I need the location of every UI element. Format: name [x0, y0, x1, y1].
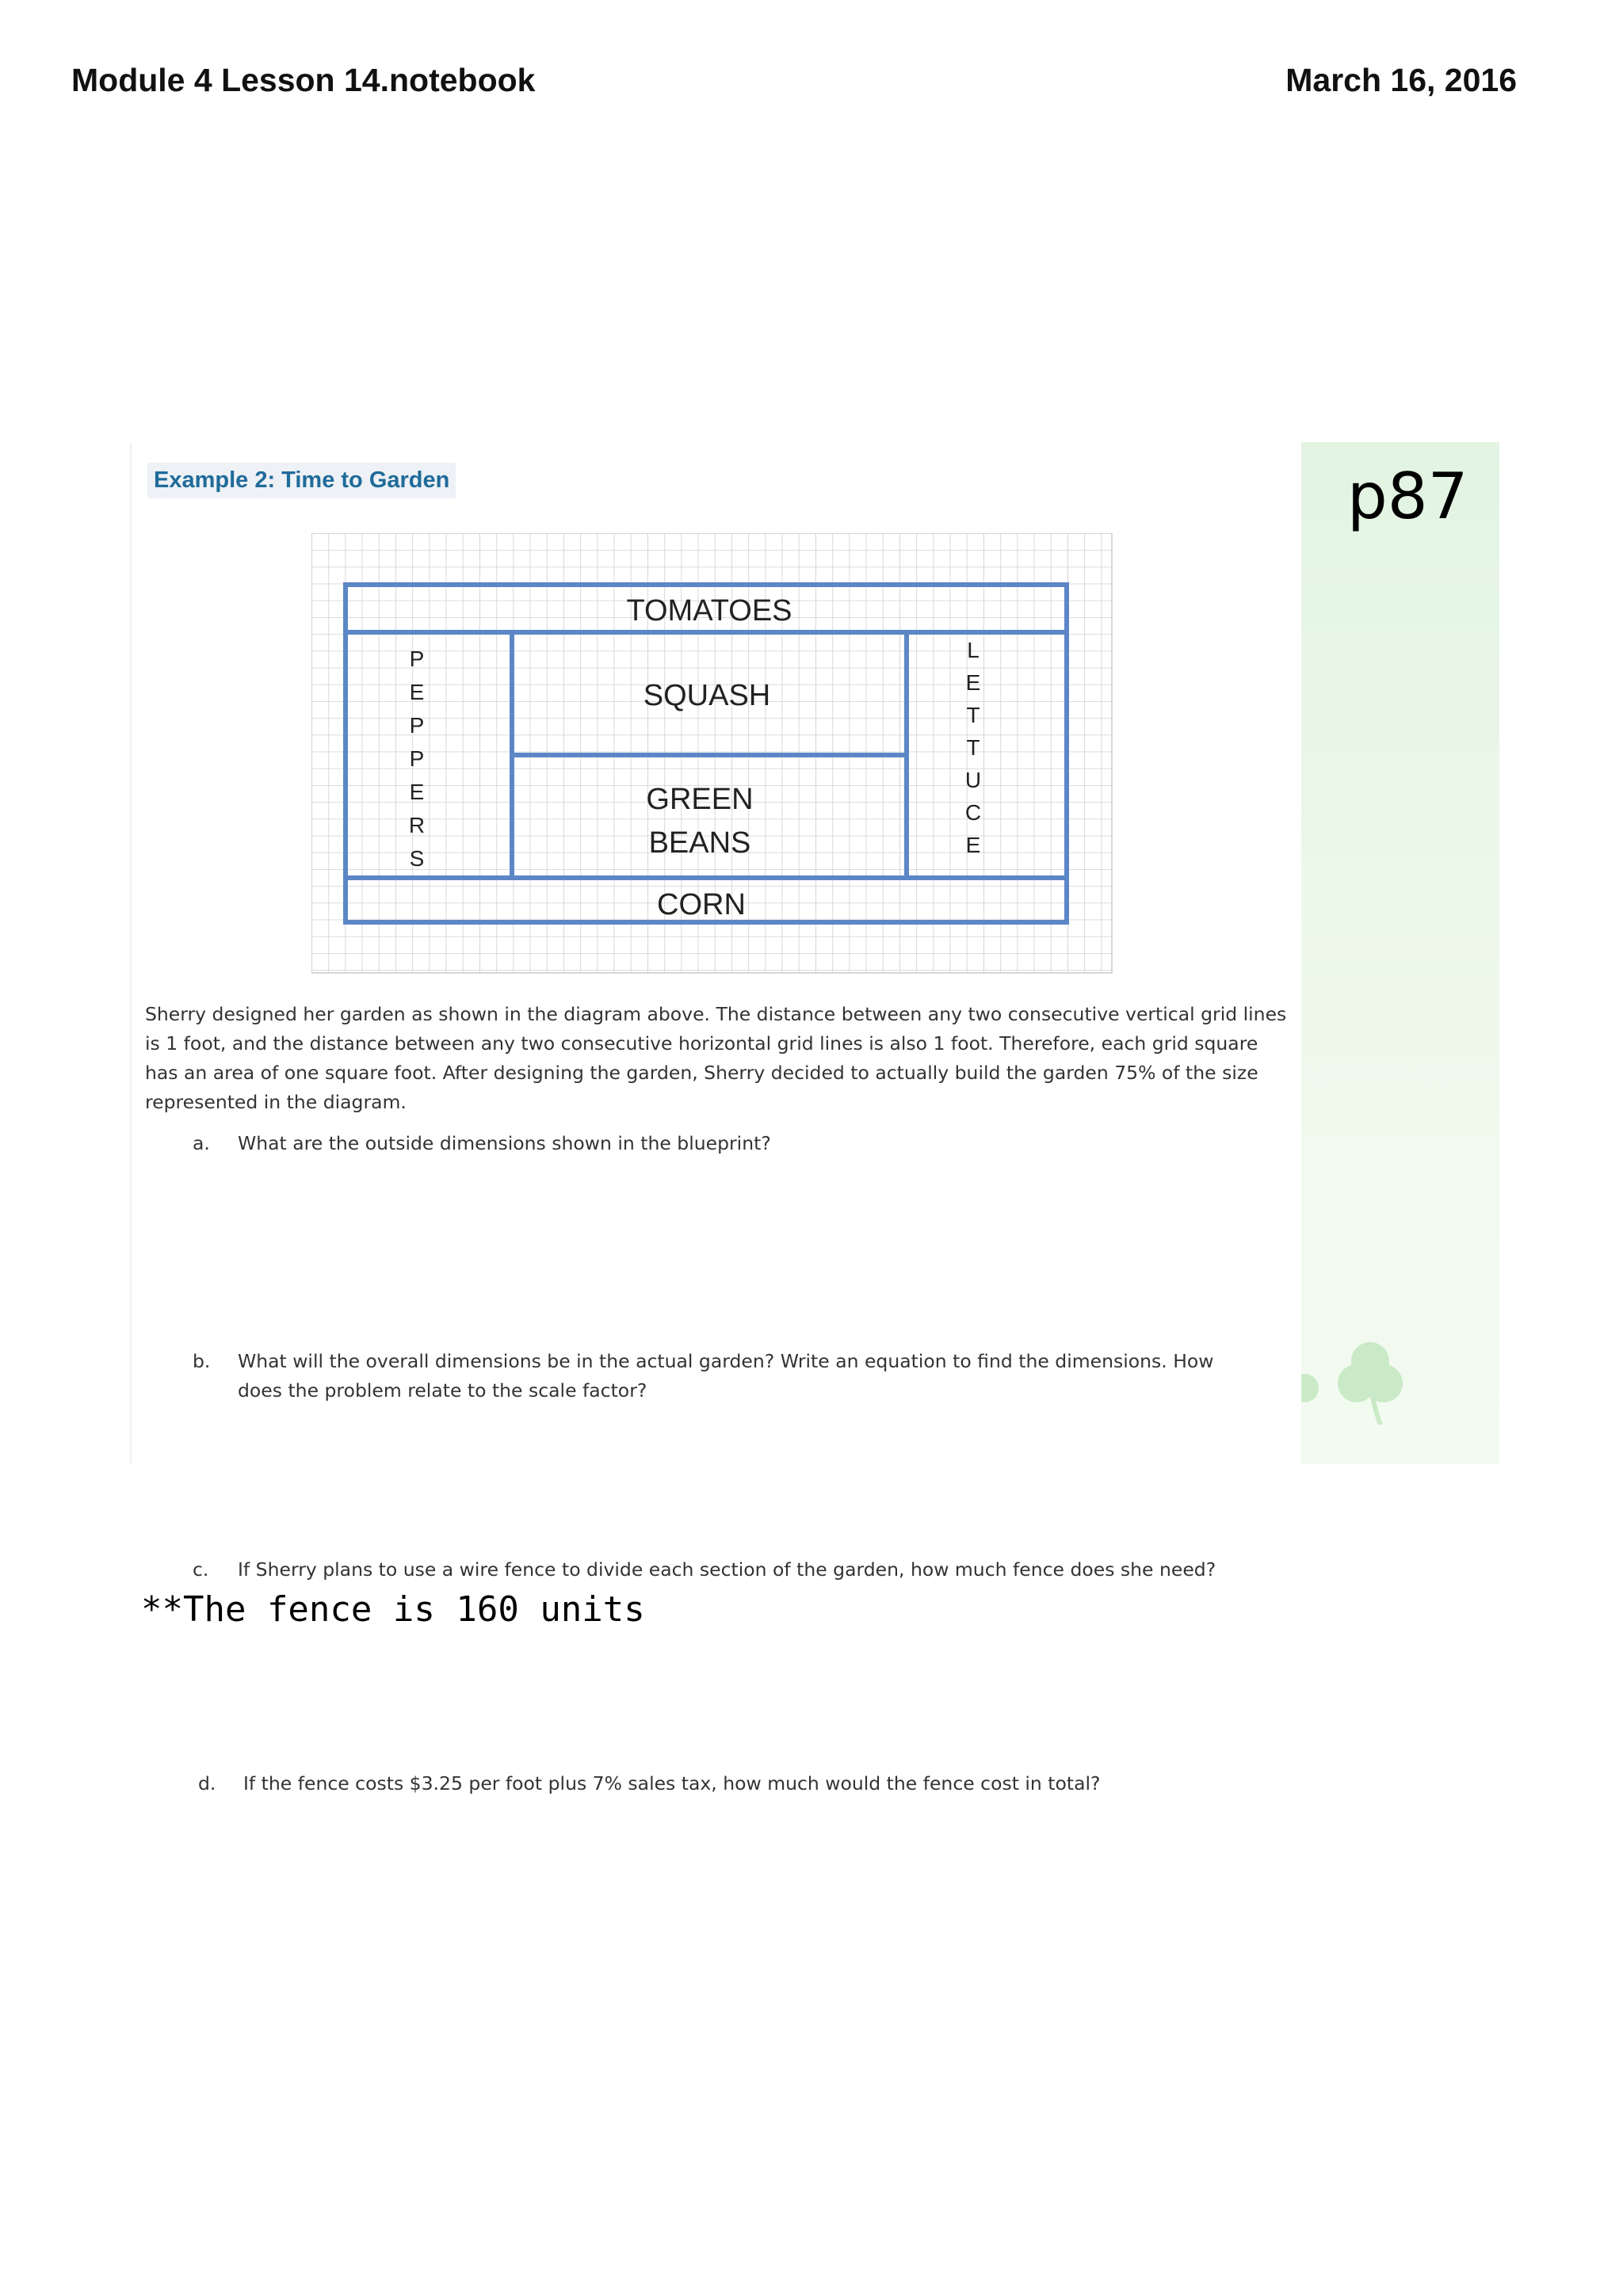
question-label: a.: [193, 1132, 210, 1154]
lettuce-letter: T: [966, 735, 980, 760]
question-label: b.: [193, 1350, 211, 1372]
lettuce-letter: C: [964, 800, 982, 825]
document-date: March 16, 2016: [1285, 62, 1517, 98]
question-text: If Sherry plans to use a wire fence to divide each section of the garden, how much fence does she need?: [238, 1558, 1216, 1581]
garden-diagram: [311, 533, 1120, 981]
peppers-letter: R: [408, 813, 426, 837]
lettuce-letter: E: [965, 670, 981, 695]
squash-label: SQUASH: [643, 679, 771, 712]
page-number: p87: [1347, 460, 1468, 533]
lettuce-letter: L: [967, 638, 980, 662]
lettuce-letter: E: [965, 833, 981, 857]
green-label: GREEN: [646, 783, 754, 816]
shamrock-sidebar: [1301, 442, 1499, 1464]
question-label: d.: [198, 1772, 216, 1794]
example-label: Example 2: Time to Garden: [147, 463, 456, 498]
question-label: c.: [193, 1558, 209, 1581]
question-text: What will the overall dimensions be in the actual garden? Write an equation to find the dimensions. How does the problem relate to the scale factor?: [238, 1350, 1214, 1402]
peppers-letter: E: [409, 780, 425, 804]
problem-paragraph: Sherry designed her garden as shown in the diagram above. The distance between any two consecutive vertical grid lines is 1 foot, and the distance between any two consecutive horizontal grid lines is also 1 foot. Therefore, each grid square has an area of one square foot. After designing the garden, Sherry decided to actually build the garden 75% of the size represented in the diagram.: [145, 1003, 1287, 1113]
lettuce-letter: U: [964, 768, 982, 792]
peppers-letter: S: [409, 846, 425, 871]
question-text: What are the outside dimensions shown in the blueprint?: [238, 1132, 771, 1154]
peppers-letter: P: [409, 646, 425, 671]
peppers-letter: P: [409, 746, 425, 771]
shamrock-icon: [1301, 442, 1499, 1464]
handwritten-answer: **The fence is 160 units: [141, 1589, 645, 1630]
peppers-letter: P: [409, 713, 425, 738]
document-title: Module 4 Lesson 14.notebook: [71, 62, 536, 98]
tomatoes-label: TOMATOES: [626, 594, 792, 627]
beans-label: BEANS: [648, 826, 751, 860]
lettuce-letter: T: [966, 703, 980, 727]
question-text: If the fence costs $3.25 per foot plus 7% sales tax, how much would the fence cost in total?: [243, 1772, 1101, 1794]
corn-label: CORN: [657, 888, 746, 921]
peppers-letter: E: [409, 680, 425, 704]
